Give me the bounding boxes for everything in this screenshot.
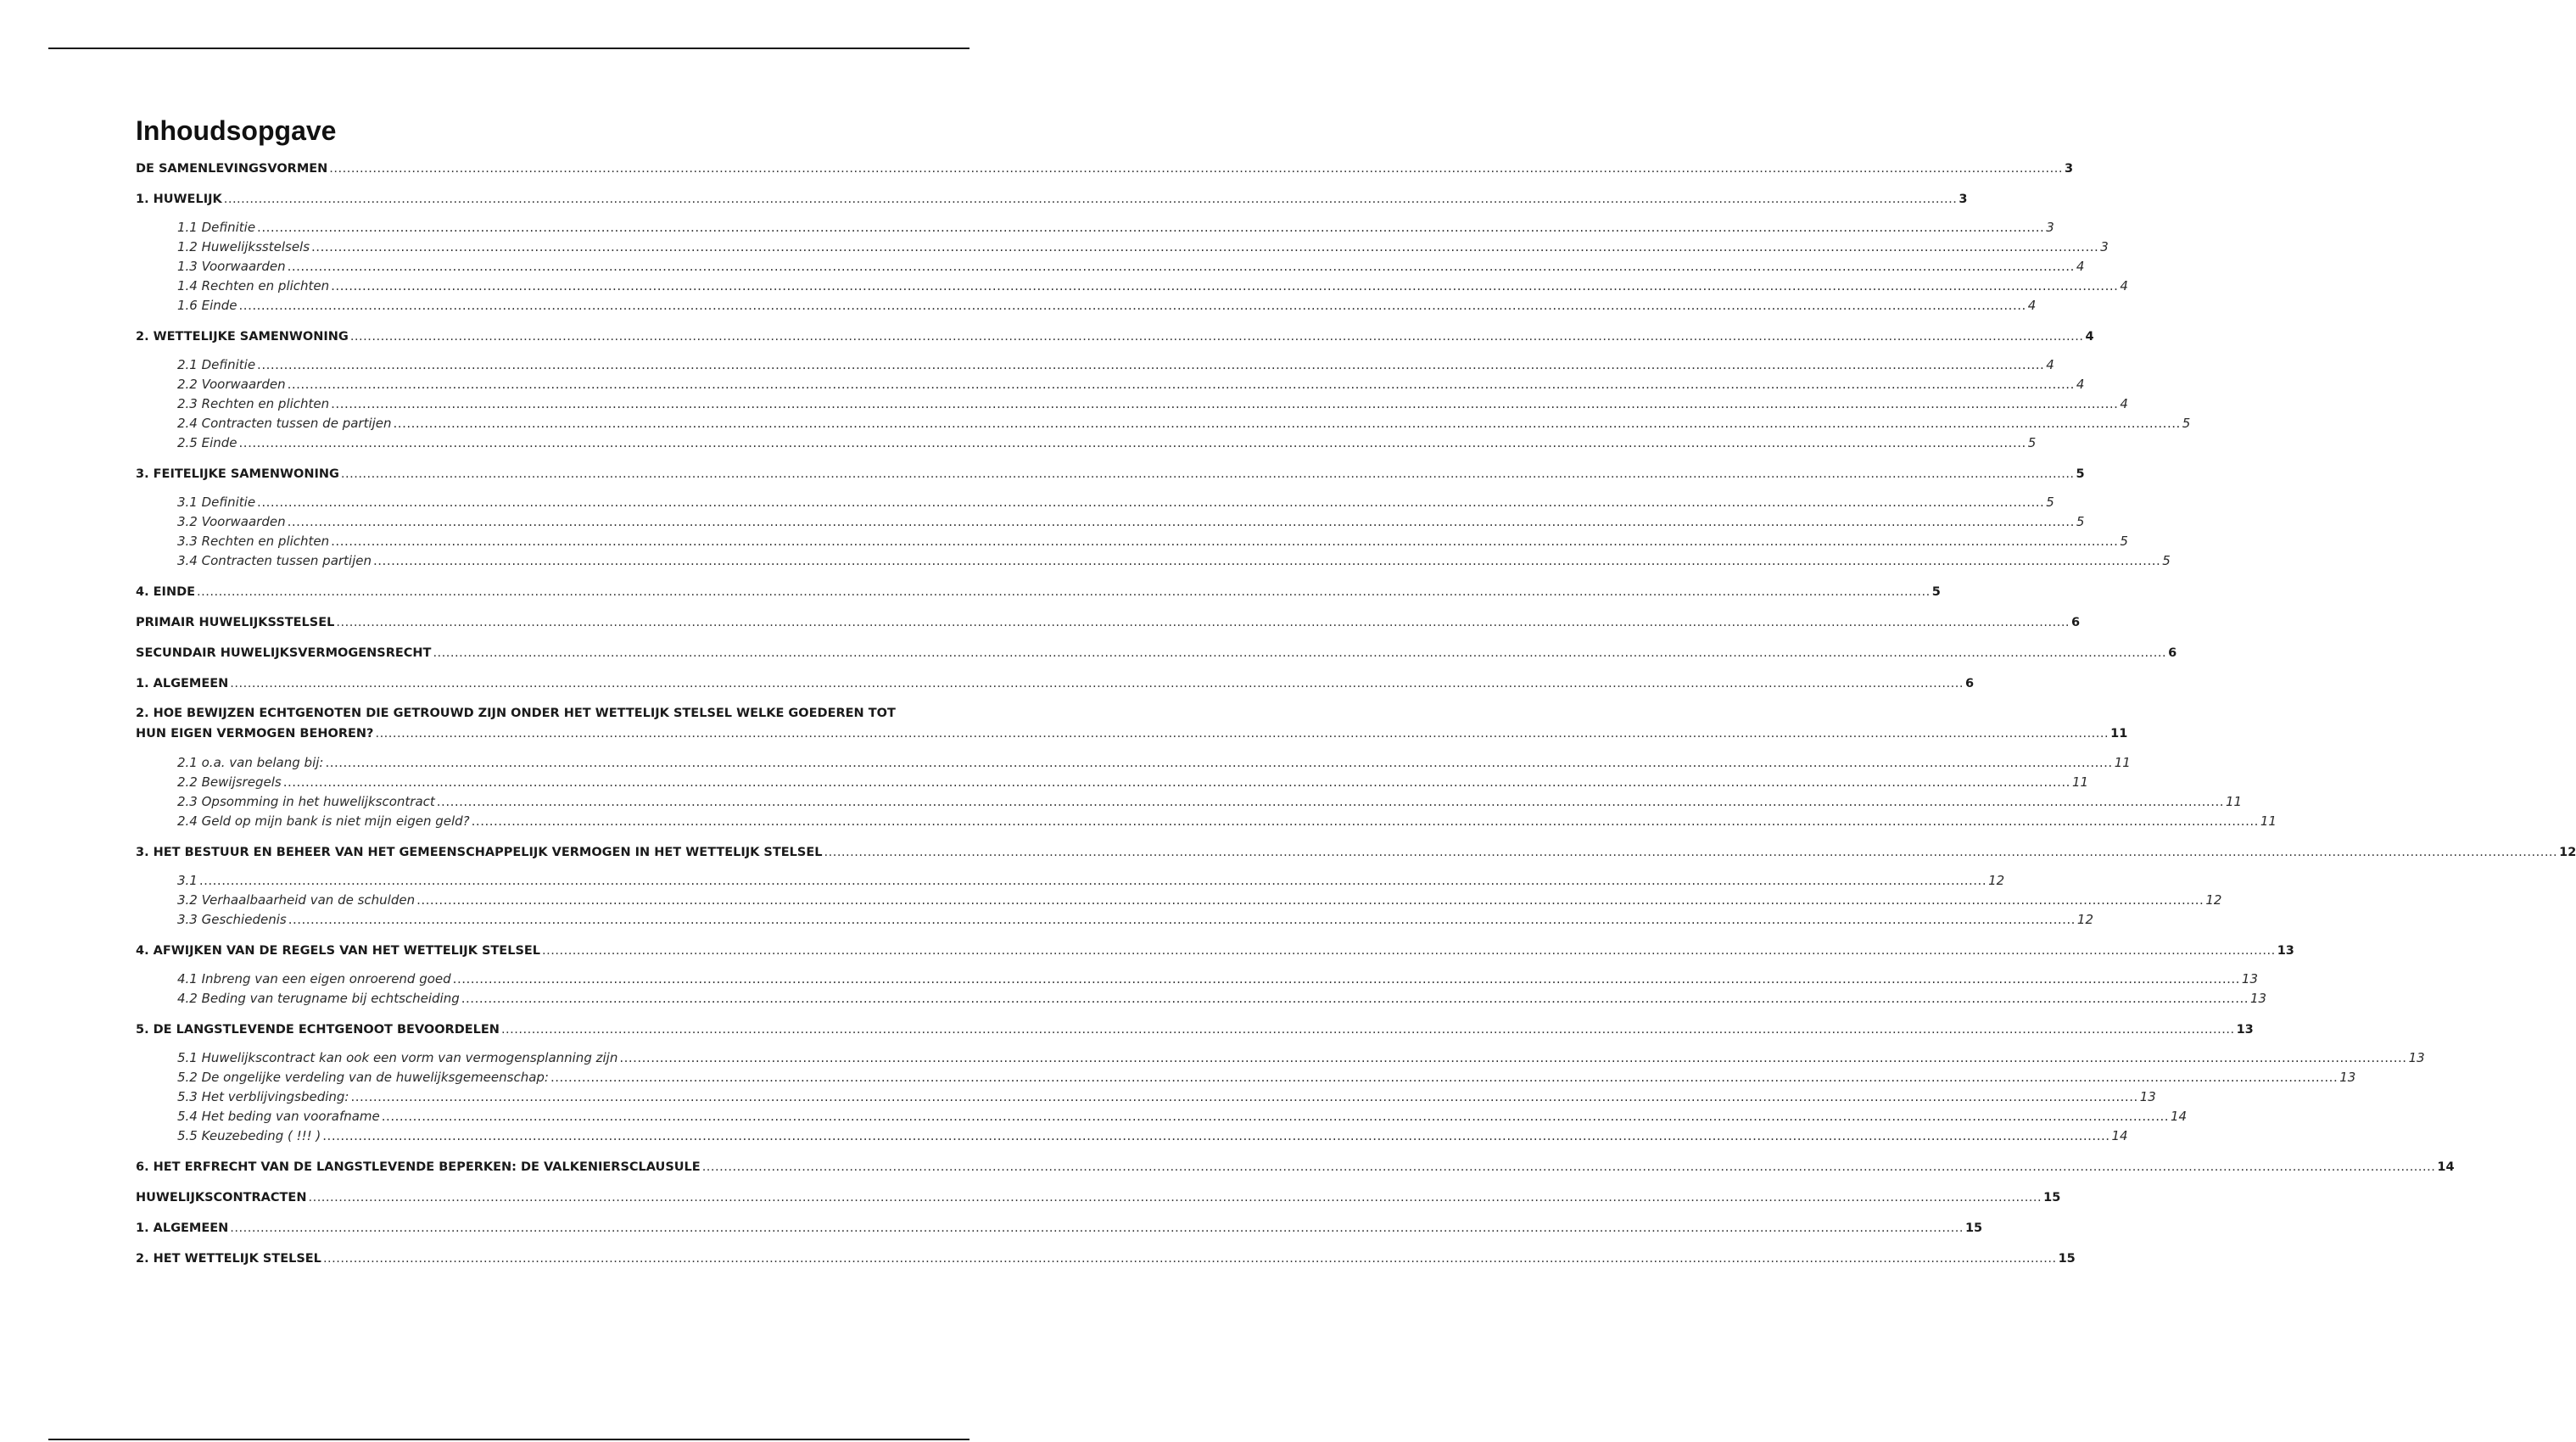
toc-entry-page: 4 — [2085, 330, 2094, 344]
toc-entry-label: DE SAMENLEVINGSVORMEN — [136, 162, 328, 176]
toc-entry-page: 15 — [2058, 1252, 2076, 1266]
toc-entry-label: 5.5 Keuzebeding ( !!! ) — [177, 1128, 321, 1143]
toc-subentry[interactable]: 5.5 Keuzebeding ( !!! ) ................................................................................................................................................................................................................................................................................................................................................................................................................ 14 — [177, 1126, 920, 1146]
toc-entry-algemeen-2[interactable]: 1. ALGEMEEN ................................................................................................................................................................................................................................................................................................................................................................................................................ 15 — [136, 1219, 920, 1238]
toc-entry-label: SECUNDAIR HUWELIJKSVERMOGENSRECHT — [136, 646, 432, 660]
toc-entry-page: 15 — [2043, 1191, 2061, 1204]
toc-entry-einde[interactable]: 4. EINDE ................................................................................................................................................................................................................................................................................................................................................................................................................ 5 — [136, 583, 920, 601]
toc-entry-page: 12 — [2076, 912, 2094, 927]
toc-entry-label: 3.4 Contracten tussen partijen — [177, 553, 372, 568]
toc-entry-page: 6 — [1964, 677, 1975, 690]
toc-entry-label: 4. AFWIJKEN VAN DE REGELS VAN HET WETTELIJK STELSEL — [136, 944, 541, 958]
toc-entry-hoe-bewijzen-echtgenoten[interactable]: 2. HOE BEWIJZEN ECHTGENOTEN DIE GETROUWD ZIJN ONDER HET WETTELIJK STELSEL WELKE GOEDEREN TOT HUN EIGEN VERMOGEN BEHOREN? ................................................................................................................................................................................................................................................................................................................................................................................................................ 11 — [136, 703, 920, 744]
toc-entry-label: 1.3 Voorwaarden — [177, 259, 286, 274]
toc-entry-primair-huwelijksstelsel[interactable]: PRIMAIR HUWELIJKSSTELSEL ................................................................................................................................................................................................................................................................................................................................................................................................................ 6 — [136, 613, 920, 632]
toc-entry-page: 13 — [2277, 944, 2294, 958]
toc-entry-page: 6 — [2168, 646, 2177, 660]
toc-entry-page: 4 — [2027, 298, 2037, 313]
toc-entry-label: HUWELIJKSCONTRACTEN — [136, 1191, 307, 1204]
toc-subentry[interactable]: 1.2 Huwelijksstelsels ................................................................................................................................................................................................................................................................................................................................................................................................................ 3 — [177, 238, 920, 257]
toc-subentry[interactable]: 3.3 Geschiedenis ................................................................................................................................................................................................................................................................................................................................................................................................................ 12 — [177, 910, 920, 930]
toc-entry-label: 1. HUWELIJK — [136, 193, 222, 206]
toc-entry-label: 1.2 Huwelijksstelsels — [177, 239, 310, 254]
toc-subentry[interactable]: 3.3 Rechten en plichten ................................................................................................................................................................................................................................................................................................................................................................................................................ 5 — [177, 532, 920, 551]
toc-entry-page: 5 — [2120, 534, 2128, 549]
toc-entry-label: PRIMAIR HUWELIJKSSTELSEL — [136, 616, 335, 629]
toc-subentry[interactable]: 1.3 Voorwaarden ................................................................................................................................................................................................................................................................................................................................................................................................................ 4 — [177, 257, 920, 277]
toc-entry-label: 3.3 Rechten en plichten — [177, 534, 330, 549]
toc-entry-page: 6 — [2071, 616, 2081, 629]
toc-entry-page: 14 — [2111, 1128, 2128, 1143]
toc-title: Inhoudsopgave — [136, 115, 337, 146]
toc-entry-page: 14 — [2437, 1160, 2455, 1174]
toc-subentry[interactable]: 2.4 Geld op mijn bank is niet mijn eigen geld? ................................................................................................................................................................................................................................................................................................................................................................................................................ 11 — [177, 812, 920, 831]
toc-subentry[interactable]: 3.2 Verhaalbaarheid van de schulden ................................................................................................................................................................................................................................................................................................................................................................................................................ 12 — [177, 891, 920, 910]
footer-rule — [48, 1439, 969, 1440]
toc-entry-page: 12 — [2559, 846, 2576, 859]
toc-entry-label: 3. HET BESTUUR EN BEHEER VAN HET GEMEENSCHAPPELIJK VERMOGEN IN HET WETTELIJK STELSEL — [136, 846, 823, 859]
toc-entry-page: 5 — [1931, 585, 1941, 599]
toc-entry-label: 2. WETTELIJKE SAMENWONING — [136, 330, 349, 344]
toc-subentry[interactable]: 3.1 ................................................................................................................................................................................................................................................................................................................................................................................................................ 12 — [177, 871, 920, 891]
toc-entry-feitelijke-samenwoning[interactable]: 3. FEITELIJKE SAMENWONING ................................................................................................................................................................................................................................................................................................................................................................................................................ 5 — [136, 465, 920, 483]
toc-entry-page: 12 — [2205, 892, 2222, 908]
toc-entry-page: 13 — [2236, 1023, 2254, 1037]
toc-entry-label: 2.4 Contracten tussen de partijen — [177, 416, 392, 431]
toc-entry-page: 11 — [2226, 794, 2243, 809]
toc-entry-langstlevende-bevoordelen[interactable]: 5. DE LANGSTLEVENDE ECHTGENOOT BEVOORDELEN ................................................................................................................................................................................................................................................................................................................................................................................................................ 13 — [136, 1020, 920, 1039]
toc-entry-label: 3.1 — [177, 873, 198, 888]
toc-entry-label: 1.4 Rechten en plichten — [177, 278, 330, 293]
toc-subentry[interactable]: 2.3 Rechten en plichten ................................................................................................................................................................................................................................................................................................................................................................................................................ 4 — [177, 394, 920, 414]
toc-subentry[interactable]: 2.2 Bewijsregels ................................................................................................................................................................................................................................................................................................................................................................................................................ 11 — [177, 773, 920, 792]
toc-entry-label: 4.2 Beding van terugname bij echtscheiding — [177, 991, 460, 1006]
toc-subentry[interactable]: 1.6 Einde ................................................................................................................................................................................................................................................................................................................................................................................................................ 4 — [177, 296, 920, 316]
toc-entry-secundair-huwelijksvermogensrecht[interactable]: SECUNDAIR HUWELIJKSVERMOGENSRECHT ................................................................................................................................................................................................................................................................................................................................................................................................................ 6 — [136, 644, 920, 662]
toc-entry-label: 2. HET WETTELIJK STELSEL — [136, 1252, 321, 1266]
toc-entry-label: 4.1 Inbreng van een eigen onroerend goed — [177, 971, 451, 986]
toc-subentry[interactable]: 1.4 Rechten en plichten ................................................................................................................................................................................................................................................................................................................................................................................................................ 4 — [177, 277, 920, 296]
toc-entry-label: 5.1 Huwelijkscontract kan ook een vorm van vermogensplanning zijn — [177, 1050, 618, 1065]
toc-entry-page: 11 — [2260, 813, 2277, 829]
toc-entry-page: 11 — [2110, 727, 2128, 741]
toc-entry-page: 13 — [2250, 991, 2267, 1006]
toc-entry-page: 5 — [2027, 435, 2037, 450]
toc-entry-label: 3. FEITELIJKE SAMENWONING — [136, 467, 339, 481]
toc-entry-label: 3.2 Voorwaarden — [177, 514, 286, 529]
toc-subentry[interactable]: 3.2 Voorwaarden ................................................................................................................................................................................................................................................................................................................................................................................................................ 5 — [177, 512, 920, 532]
toc-entry-page: 4 — [2120, 396, 2128, 411]
toc-entry-wettelijke-samenwoning[interactable]: 2. WETTELIJKE SAMENWONING ................................................................................................................................................................................................................................................................................................................................................................................................................ 4 — [136, 327, 920, 346]
toc-subentry[interactable]: 4.1 Inbreng van een eigen onroerend goed ................................................................................................................................................................................................................................................................................................................................................................................................................ 13 — [177, 970, 920, 989]
toc-entry-page: 5 — [2162, 553, 2171, 568]
toc-entry-label: 2.2 Bewijsregels — [177, 774, 282, 790]
toc-subentry[interactable]: 2.2 Voorwaarden ................................................................................................................................................................................................................................................................................................................................................................................................................ 4 — [177, 375, 920, 394]
toc-subentry[interactable]: 3.4 Contracten tussen partijen ................................................................................................................................................................................................................................................................................................................................................................................................................ 5 — [177, 551, 920, 571]
toc-subentry[interactable]: 5.2 De ongelijke verdeling van de huwelijksgemeenschap: ................................................................................................................................................................................................................................................................................................................................................................................................................ 13 — [177, 1068, 920, 1087]
toc-entry-label: 2.1 Definitie — [177, 357, 256, 372]
toc-entry-page: 5 — [2076, 467, 2085, 481]
toc-entry-page: 13 — [2241, 971, 2258, 986]
toc-entry-label: 3.2 Verhaalbaarheid van de schulden — [177, 892, 416, 908]
toc-entry-label: 5.4 Het beding van voorafname — [177, 1109, 380, 1124]
toc-entry-page: 5 — [2182, 416, 2191, 431]
toc-entry-wettelijk-stelsel[interactable]: 2. HET WETTELIJK STELSEL ................................................................................................................................................................................................................................................................................................................................................................................................................ 15 — [136, 1249, 920, 1268]
toc-entry-page: 4 — [2120, 278, 2128, 293]
toc-entry-afwijken-van-de-regels[interactable]: 4. AFWIJKEN VAN DE REGELS VAN HET WETTELIJK STELSEL ................................................................................................................................................................................................................................................................................................................................................................................................................ 13 — [136, 942, 920, 960]
toc-entry-label: 2.3 Opsomming in het huwelijkscontract — [177, 794, 435, 809]
toc-entry-erfrecht-langstlevende[interactable]: 6. HET ERFRECHT VAN DE LANGSTLEVENDE BEPERKEN: DE VALKENIERSCLAUSULE ................................................................................................................................................................................................................................................................................................................................................................................................................ 14 — [136, 1158, 920, 1177]
toc-entry-label: 4. EINDE — [136, 585, 196, 599]
toc-entry-label: 3.1 Definitie — [177, 495, 256, 510]
toc-entry-page: 13 — [2339, 1070, 2356, 1085]
toc-subentry[interactable]: 2.4 Contracten tussen de partijen ................................................................................................................................................................................................................................................................................................................................................................................................................ 5 — [177, 414, 920, 433]
toc-entry-page: 4 — [2046, 357, 2054, 372]
header-rule — [48, 48, 969, 49]
toc-entry-label: 1.6 Einde — [177, 298, 237, 313]
toc-entry-page: 15 — [1964, 1221, 1983, 1235]
toc-entry-label: 2.3 Rechten en plichten — [177, 396, 330, 411]
toc-entry-algemeen[interactable]: 1. ALGEMEEN ................................................................................................................................................................................................................................................................................................................................................................................................................ 6 — [136, 674, 920, 693]
toc-subentry[interactable]: 1.1 Definitie ................................................................................................................................................................................................................................................................................................................................................................................................................ 3 — [177, 218, 920, 238]
toc-subentry[interactable]: 5.3 Het verblijvingsbeding: ................................................................................................................................................................................................................................................................................................................................................................................................................ 13 — [177, 1087, 920, 1107]
toc-entry-page: 3 — [2064, 162, 2074, 176]
toc-entry-label: 6. HET ERFRECHT VAN DE LANGSTLEVENDE BEPERKEN: DE VALKENIERSCLAUSULE — [136, 1160, 701, 1174]
toc-subentry[interactable]: 3.1 Definitie ................................................................................................................................................................................................................................................................................................................................................................................................................ 5 — [177, 493, 920, 512]
toc-entry-page: 13 — [2408, 1050, 2425, 1065]
toc-entry-page: 13 — [2139, 1089, 2156, 1104]
toc-entry-page: 3 — [2046, 220, 2054, 235]
toc-entry-page: 14 — [2171, 1109, 2188, 1124]
toc-entry-page: 5 — [2076, 514, 2085, 529]
toc-entry-label: 1.1 Definitie — [177, 220, 256, 235]
toc-entry-page: 4 — [2076, 377, 2085, 392]
toc-subentry[interactable]: 2.5 Einde ................................................................................................................................................................................................................................................................................................................................................................................................................ 5 — [177, 433, 920, 453]
toc-entry-label: 1. ALGEMEEN — [136, 1221, 229, 1235]
toc-entry-label: 3.3 Geschiedenis — [177, 912, 287, 927]
toc-entry-label-cont: HUN EIGEN VERMOGEN BEHOREN? — [136, 727, 374, 741]
toc-subentry[interactable]: 5.1 Huwelijkscontract kan ook een vorm van vermogensplanning zijn ................................................................................................................................................................................................................................................................................................................................................................................................................ 13 — [177, 1048, 920, 1068]
toc-entry-page: 5 — [2046, 495, 2054, 510]
toc-entry-label: 5. DE LANGSTLEVENDE ECHTGENOOT BEVOORDELEN — [136, 1023, 500, 1037]
toc-entry-label: 2.2 Voorwaarden — [177, 377, 286, 392]
toc-entry-huwelijk[interactable]: 1. HUWELIJK ................................................................................................................................................................................................................................................................................................................................................................................................................ 3 — [136, 190, 920, 209]
toc-entry-label: 1. ALGEMEEN — [136, 677, 229, 690]
toc-entry-bestuur-en-beheer[interactable]: 3. HET BESTUUR EN BEHEER VAN HET GEMEENSCHAPPELIJK VERMOGEN IN HET WETTELIJK STELSEL ................................................................................................................................................................................................................................................................................................................................................................................................................ 12 — [136, 843, 920, 862]
toc-entry-page: 11 — [2114, 755, 2131, 770]
toc-entry-page: 4 — [2076, 259, 2085, 274]
toc-entry-label: 5.3 Het verblijvingsbeding: — [177, 1089, 349, 1104]
toc-entry-huwelijkscontracten[interactable]: HUWELIJKSCONTRACTEN ................................................................................................................................................................................................................................................................................................................................................................................................................ 15 — [136, 1188, 920, 1207]
toc-entry-page: 11 — [2071, 774, 2089, 790]
toc-entry-label: 2.4 Geld op mijn bank is niet mijn eigen geld? — [177, 813, 470, 829]
toc-subentry[interactable]: 5.4 Het beding van voorafname ................................................................................................................................................................................................................................................................................................................................................................................................................ 14 — [177, 1107, 920, 1126]
toc-subentry[interactable]: 2.3 Opsomming in het huwelijkscontract ................................................................................................................................................................................................................................................................................................................................................................................................................ 11 — [177, 792, 920, 812]
toc-subentry[interactable]: 2.1 Definitie ................................................................................................................................................................................................................................................................................................................................................................................................................ 4 — [177, 355, 920, 375]
toc-entry-page: 3 — [1959, 193, 1968, 206]
toc-entry-label: 2.5 Einde — [177, 435, 237, 450]
toc-entry-samenlevingsvormen[interactable]: DE SAMENLEVINGSVORMEN ................................................................................................................................................................................................................................................................................................................................................................................................................ 3 — [136, 159, 920, 178]
table-of-contents — [136, 114, 2576, 1268]
toc-subentry[interactable]: 4.2 Beding van terugname bij echtscheiding ................................................................................................................................................................................................................................................................................................................................................................................................................ 13 — [177, 989, 920, 1009]
toc-entry-label: 2. HOE BEWIJZEN ECHTGENOTEN DIE GETROUWD ZIJN ONDER HET WETTELIJK STELSEL WELKE GOEDEREN TOT — [136, 707, 896, 720]
toc-entry-page: 12 — [1988, 873, 2005, 888]
toc-entry-label: 5.2 De ongelijke verdeling van de huwelijksgemeenschap: — [177, 1070, 549, 1085]
toc-subentry[interactable]: 2.1 o.a. van belang bij: ................................................................................................................................................................................................................................................................................................................................................................................................................ 11 — [177, 753, 920, 773]
toc-entry-page: 3 — [2100, 239, 2109, 254]
toc-entry-label: 2.1 o.a. van belang bij: — [177, 755, 324, 770]
